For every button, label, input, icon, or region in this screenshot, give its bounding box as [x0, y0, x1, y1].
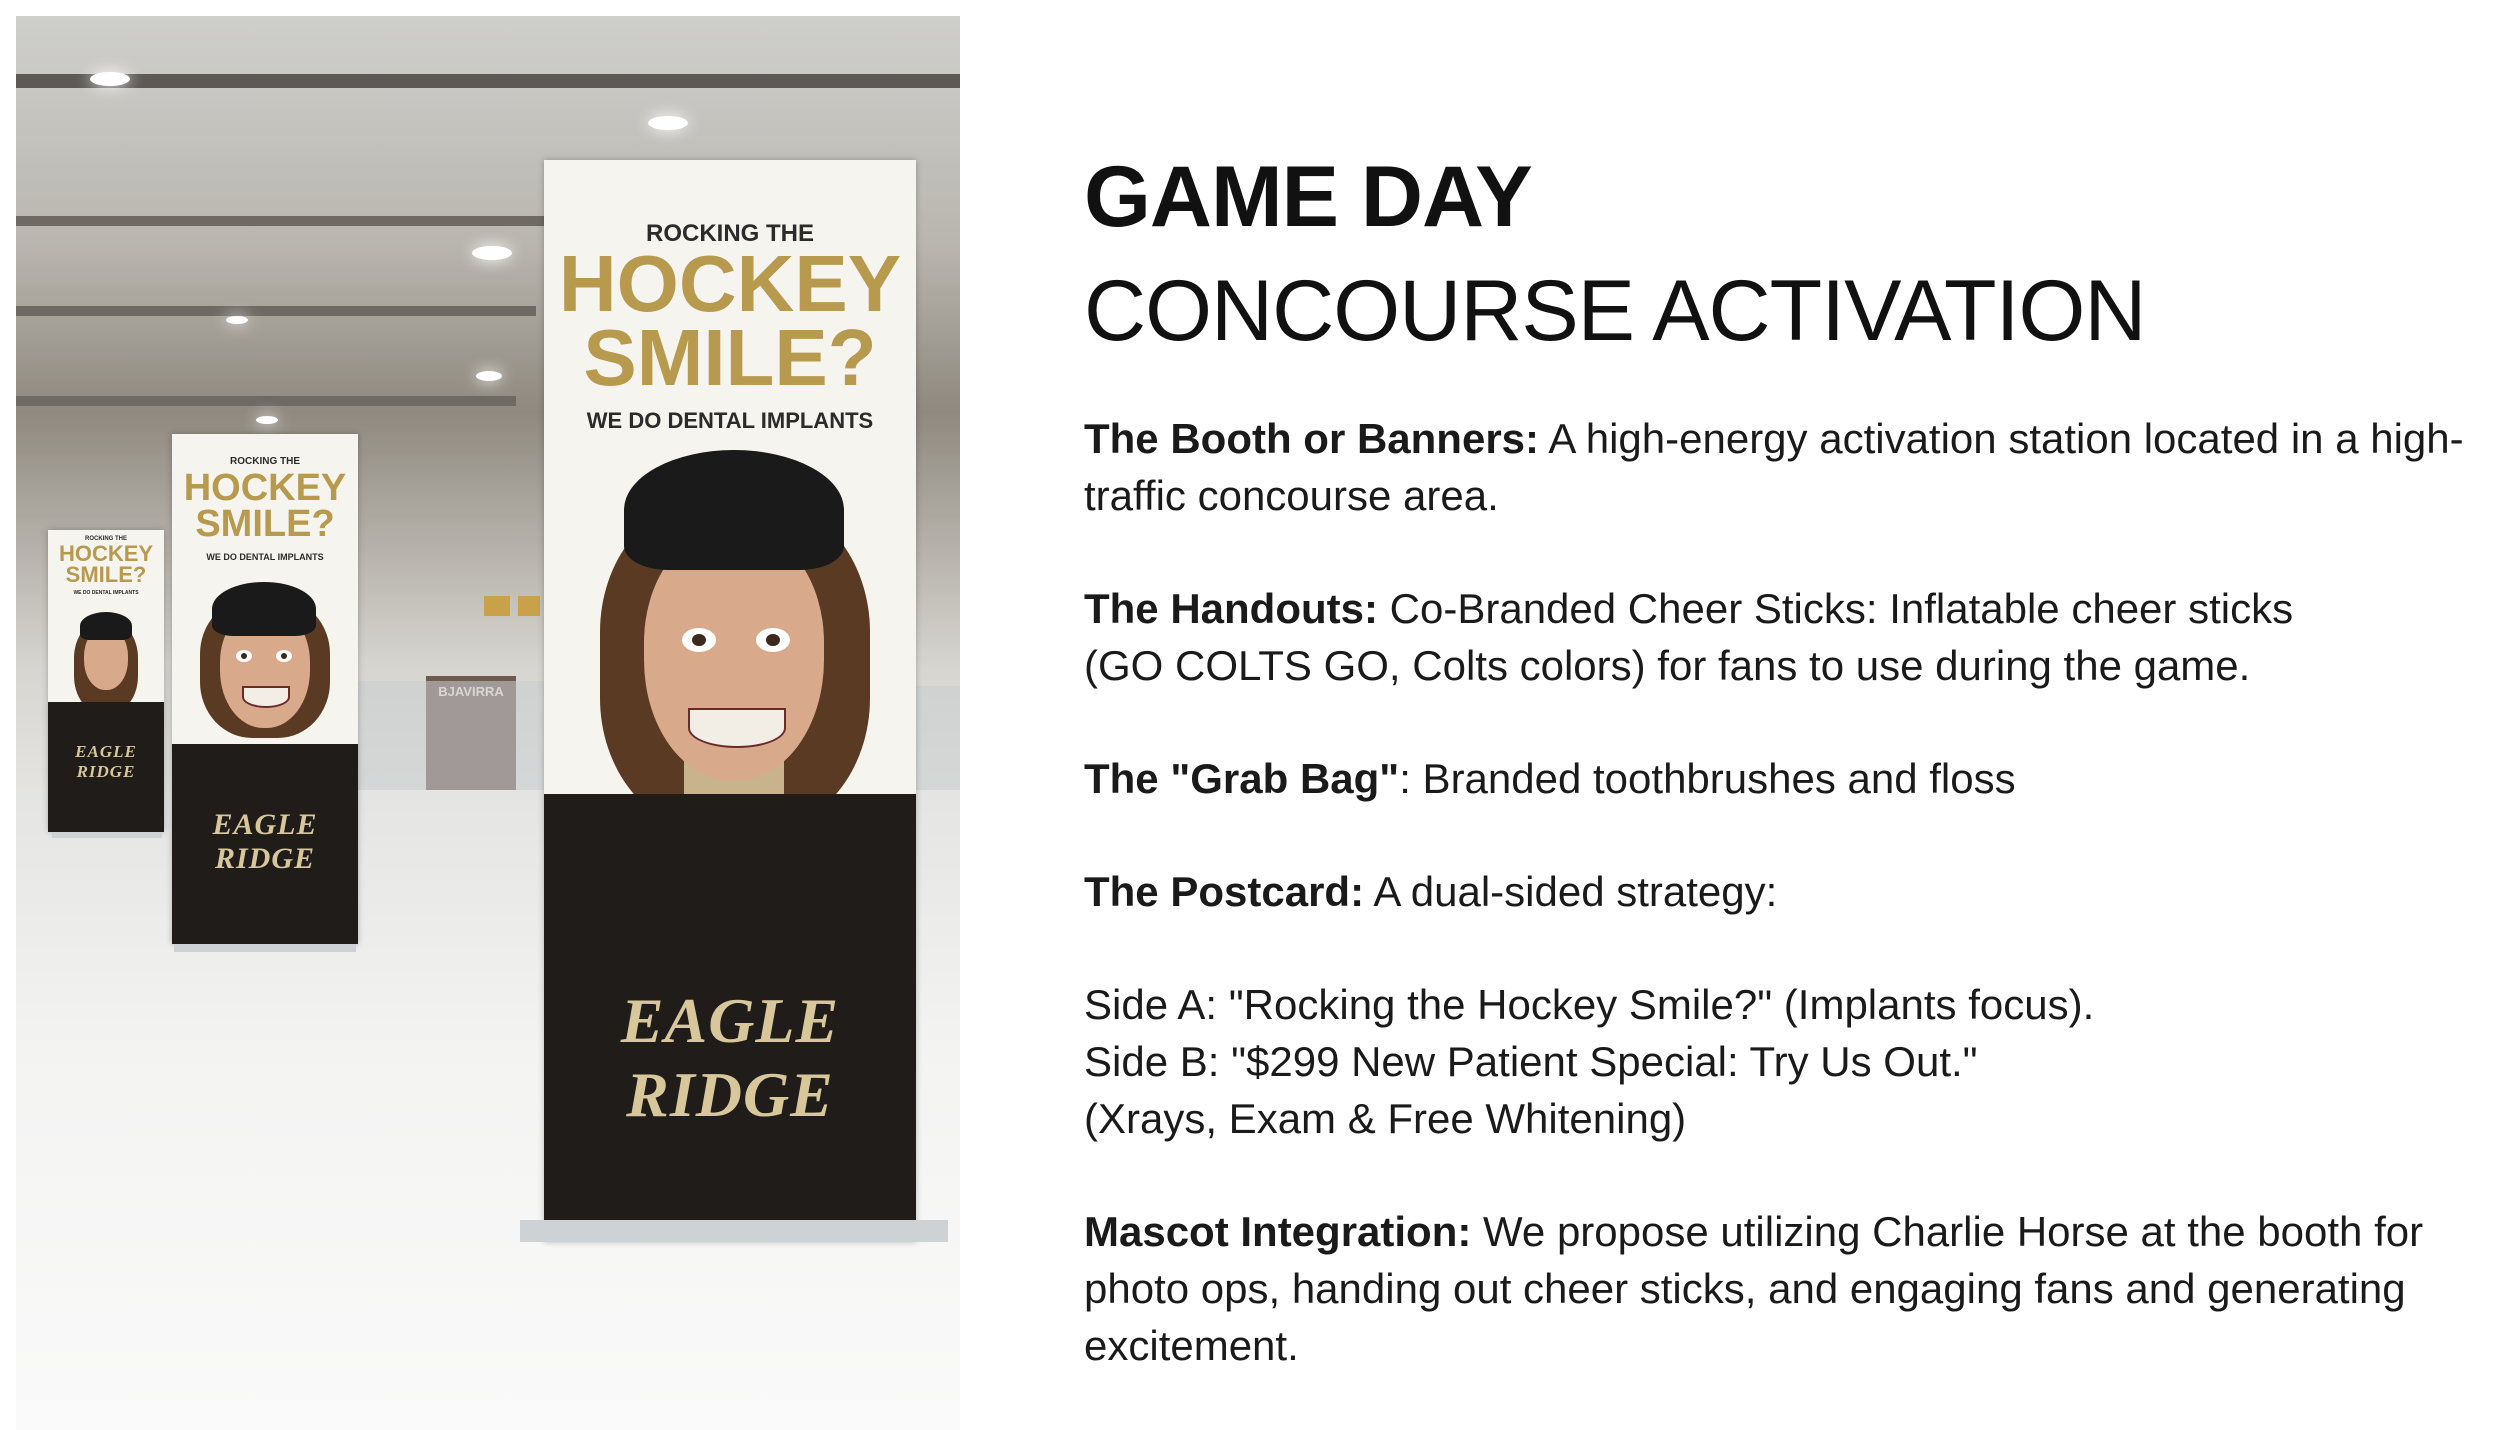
- ceiling-light: [472, 246, 512, 260]
- postcard-label: The Postcard:: [1084, 868, 1365, 915]
- banner-subtitle: WE DO DENTAL IMPLANTS: [73, 590, 139, 596]
- player-eye: [756, 628, 790, 652]
- banner-headline: HOCKEY: [558, 239, 902, 328]
- player-smile: [688, 708, 786, 748]
- shop-sign: [484, 596, 510, 616]
- player-jersey: [172, 744, 358, 944]
- player-jersey: [544, 794, 916, 1242]
- postcard-section: [1084, 863, 2464, 920]
- banner-near: [544, 160, 916, 1242]
- ceiling-light: [476, 371, 502, 381]
- shop-sign: [518, 596, 540, 616]
- handouts-text: Co-Branded Cheer Sticks: Inflatable cheer sticks (GO COLTS GO, Colts colors) for fans to use during the game.: [1084, 585, 2294, 689]
- banner-headline: HOCKEY: [58, 541, 154, 566]
- booth-section: [1084, 410, 2464, 524]
- helmet-icon: [80, 612, 132, 640]
- banner-stand: [520, 1220, 948, 1242]
- ceiling-beam: [16, 74, 960, 88]
- banner-middle: [172, 434, 358, 944]
- banner-pretitle: ROCKING THE: [230, 456, 300, 467]
- ceiling-light: [256, 416, 278, 424]
- banner-pretitle: ROCKING THE: [646, 220, 814, 247]
- ceiling-light: [648, 116, 688, 130]
- grab-bag-text: : Branded toothbrushes and floss: [1399, 755, 2016, 802]
- ceiling-beam: [16, 216, 556, 226]
- page-title: GAME DAY: [1084, 149, 1532, 245]
- handouts-section: [1084, 580, 2354, 694]
- booth-text: A high-energy activation station located in a high-traffic concourse area.: [1084, 415, 2464, 519]
- booth-label: The Booth or Banners:: [1084, 415, 1540, 462]
- banner-headline: HOCKEY: [183, 467, 347, 509]
- banner-stand: [52, 832, 162, 838]
- banner-stand: [174, 944, 356, 952]
- mascot-text: We propose utilizing Charlie Horse at the booth for photo ops, handing out cheer sticks, and engaging fans and generating excitement.: [1084, 1208, 2424, 1369]
- grab-bag-label: The "Grab Bag": [1084, 755, 1400, 802]
- postcard-text: A dual-sided strategy:: [1364, 868, 1778, 915]
- helmet-icon: [624, 450, 844, 570]
- postcard-side-a: Side A: "Rocking the Hockey Smile?" (Implants focus).: [1084, 981, 2095, 1028]
- mascot-label: Mascot Integration:: [1084, 1208, 1472, 1255]
- ceiling-beam: [16, 306, 536, 316]
- banner-far: [48, 530, 164, 832]
- player-eye: [276, 650, 292, 662]
- helmet-icon: [212, 582, 316, 636]
- banner-headline: SMILE?: [583, 313, 877, 402]
- jersey-lettering: EAGLE RIDGE: [212, 808, 318, 875]
- mascot-section: [1084, 1203, 2464, 1374]
- handouts-label: The Handouts:: [1084, 585, 1378, 632]
- postcard-side-b: Side B: "$299 New Patient Special: Try Us Out.": [1084, 1038, 1978, 1085]
- page-subtitle: CONCOURSE ACTIVATION: [1084, 263, 2146, 359]
- ceiling-light: [90, 72, 130, 86]
- banner-pretitle: ROCKING THE: [85, 536, 127, 542]
- banner-subtitle: WE DO DENTAL IMPLANTS: [586, 408, 874, 433]
- ceiling-beam: [16, 396, 516, 406]
- jersey-lettering: EAGLE RIDGE: [75, 742, 137, 781]
- player-eye: [682, 628, 716, 652]
- jersey-lettering: EAGLE RIDGE: [620, 985, 840, 1130]
- banner-headline: SMILE?: [65, 562, 147, 587]
- ceiling-light: [226, 316, 248, 324]
- player-smile: [242, 686, 290, 708]
- banner-subtitle: WE DO DENTAL IMPLANTS: [206, 552, 324, 562]
- banner-headline: SMILE?: [195, 503, 335, 545]
- player-eye: [236, 650, 252, 662]
- player-jersey: [48, 702, 164, 832]
- postcard-side-b-note: (Xrays, Exam & Free Whitening): [1084, 1095, 1687, 1142]
- grab-bag-section: [1084, 750, 2464, 807]
- concourse-photo: [16, 16, 960, 1430]
